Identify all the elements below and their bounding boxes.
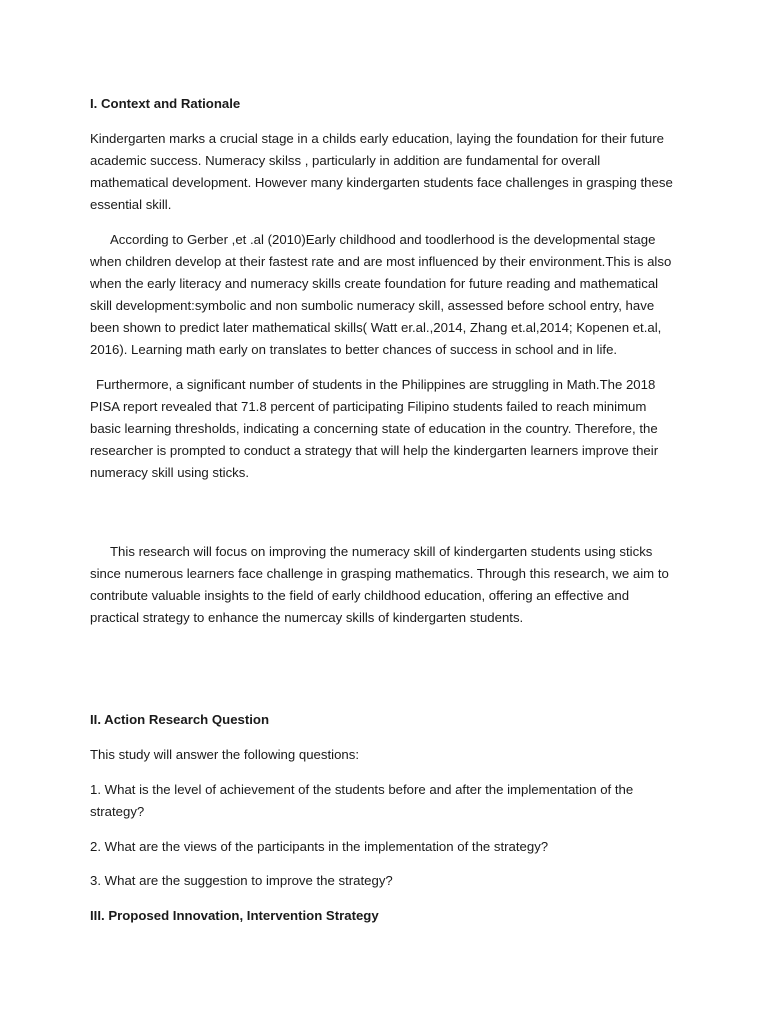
- question-item: 3. What are the suggestion to improve the strategy?: [90, 873, 393, 888]
- paragraph-kindergarten-intro: Kindergarten marks a crucial stage in a childs early education, laying the foundation for their future academic success. Numeracy skilss , particularly in addition are fundamental for overall mathematical development. However many kindergarten students face challenges in grasping these essential skill.: [90, 131, 673, 212]
- document-page: [90, 93, 680, 927]
- section-heading-action-research-question: II. Action Research Question: [90, 712, 270, 727]
- question-item: 1. What is the level of achievement of the students before and after the implementation of the strategy?: [90, 782, 634, 819]
- paragraph-research-focus: This research will focus on improving the numeracy skill of kindergarten students using sticks since numerous learners face challenge in grasping mathematics. Through this research, we aim to contribute valuable insights to the field of early childhood education, offering an effective and practical strategy to enhance the numercay skills of kindergarten students.: [90, 544, 669, 625]
- section-heading-context-rationale: I. Context and Rationale: [90, 96, 241, 111]
- paragraph-gerber-citation: According to Gerber ,et .al (2010)Early childhood and toodlerhood is the developmental stage when children develop at their fastest rate and are most influenced by their environment.This is also when the early literacy and numeracy skills create foundation for future reading and mathematical skill development:symbolic and non sumbolic numeracy skill, assessed before school entry, have been shown to predict later mathematical skills( Watt er.al.,2014, Zhang et.al,2014; Kopenen et.al, 2016). Learning math early on translates to better chances of success in school and in life.: [90, 232, 672, 357]
- paragraph-pisa-report: Furthermore, a significant number of students in the Philippines are struggling in Math.The 2018 PISA report revealed that 71.8 percent of participating Filipino students failed to reach minimum basic learning thresholds, indicating a concerning state of education in the country. Therefore, the researcher is prompted to conduct a strategy that will help the kindergarten learners improve their numeracy skill using sticks.: [90, 377, 659, 480]
- section-heading-proposed-innovation: III. Proposed Innovation, Intervention Strategy: [90, 908, 379, 923]
- question-item: 2. What are the views of the participants in the implementation of the strategy?: [90, 839, 549, 854]
- questions-intro: This study will answer the following questions:: [90, 747, 360, 762]
